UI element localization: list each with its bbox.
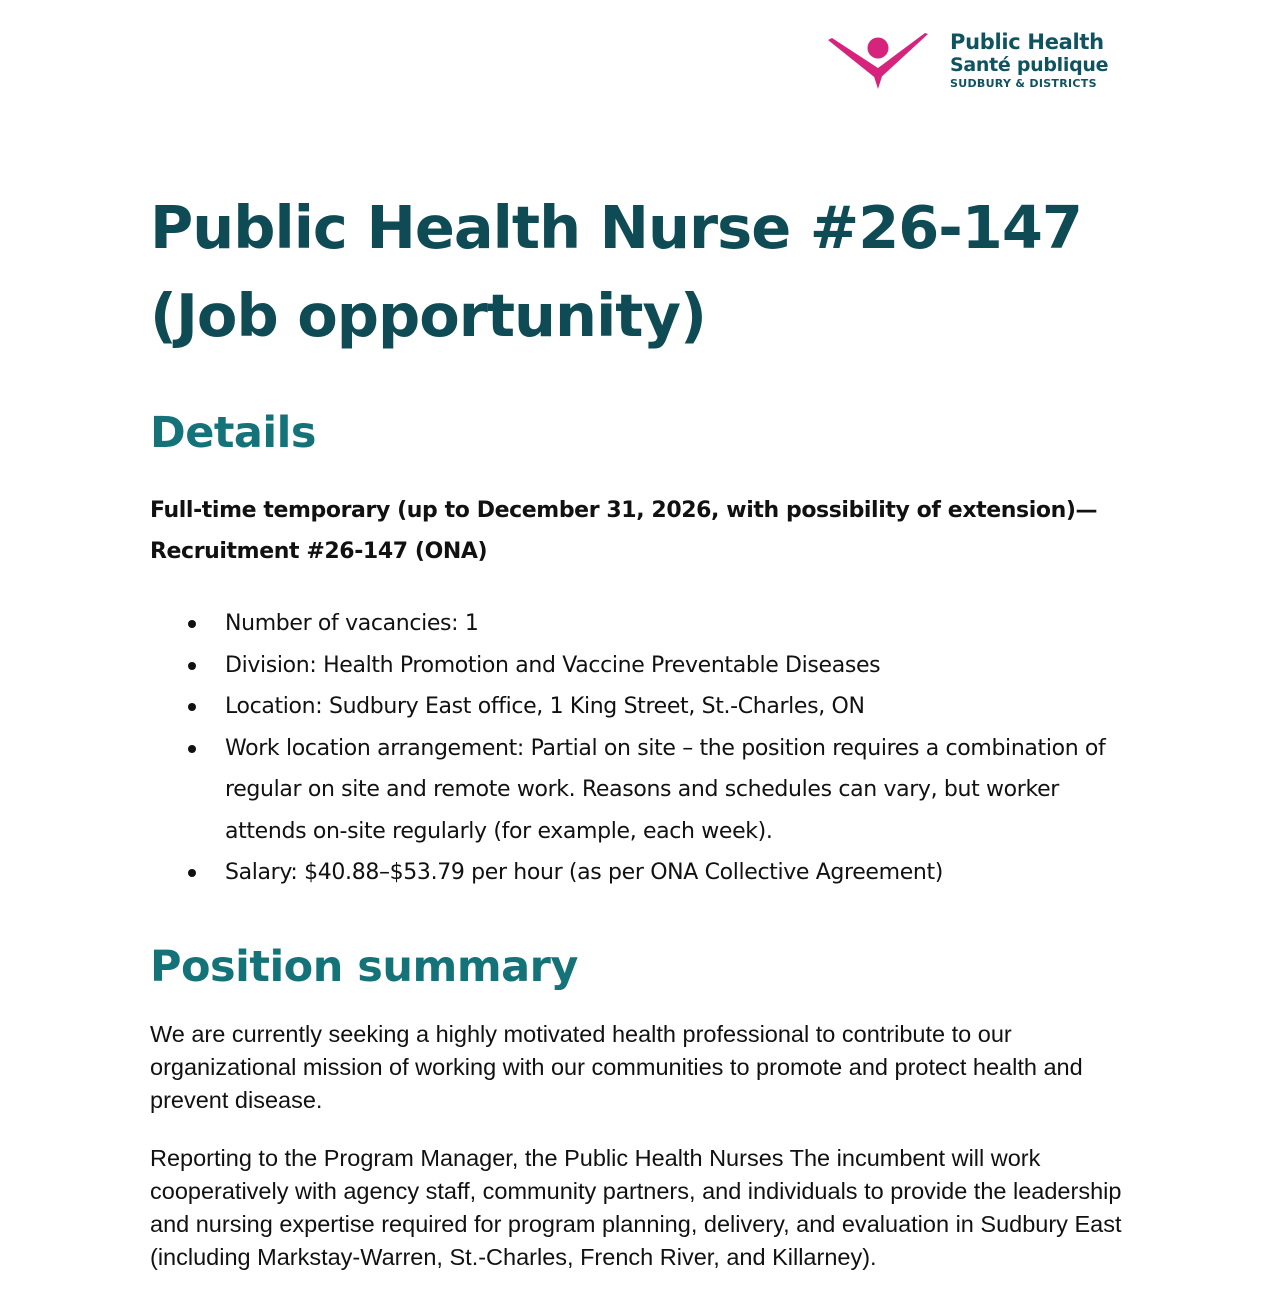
logo-wordmark <box>950 30 1108 92</box>
list-item <box>150 852 1140 894</box>
salary-text: Salary: $40.88–$53.79 per hour (as per ONA Collective Agreement) <box>225 860 943 885</box>
bullet-icon <box>188 703 196 711</box>
summary-paragraph: Reporting to the Program Manager, the Public Health Nurses The incumbent will work cooperatively with agency staff, community partners, and individuals to provide the leadership and nursing expertise required for program planning, delivery, and evaluation in Sudbury East (including Markstay-Warren, St.-Charles, French River, and Killarney). <box>150 1145 1122 1270</box>
employment-type: Full-time temporary (up to December 31, 2026, with possibility of extension)—Recruitment #26-147 (ONA) <box>150 498 1098 564</box>
details-list <box>150 603 1140 894</box>
organization-logo <box>826 30 1109 98</box>
position-summary-heading: Position summary <box>150 942 578 992</box>
list-item <box>150 645 1140 687</box>
bullet-icon <box>188 745 196 753</box>
logo-name-french: Santé publique <box>950 54 1109 76</box>
work-arrangement-text: Work location arrangement: Partial on site – the position requires a combination of regular on site and remote work. Reasons and schedules can vary, but worker attends on-site regularly (for example, each week). <box>225 735 1106 844</box>
logo-name-english: Public Health <box>950 30 1104 54</box>
public-health-logo-icon <box>826 32 930 92</box>
list-item <box>150 728 1140 853</box>
page-title: Public Health Nurse #26-147 (Job opportunity) <box>150 193 1082 350</box>
logo-region: SUDBURY & DISTRICTS <box>950 77 1097 90</box>
vacancies-text: Number of vacancies: 1 <box>225 611 479 636</box>
bullet-icon <box>188 662 196 670</box>
details-heading: Details <box>150 408 317 458</box>
summary-paragraph: We are currently seeking a highly motivated health professional to contribute to our organizational mission of working with our communities to promote and protect health and prevent disease. <box>150 1021 1083 1113</box>
list-item <box>150 603 1140 645</box>
location-text: Location: Sudbury East office, 1 King Street, St.-Charles, ON <box>225 694 865 719</box>
bullet-icon <box>188 869 196 877</box>
list-item <box>150 686 1140 728</box>
division-text: Division: Health Promotion and Vaccine Preventable Diseases <box>225 652 881 678</box>
bullet-icon <box>188 620 196 628</box>
